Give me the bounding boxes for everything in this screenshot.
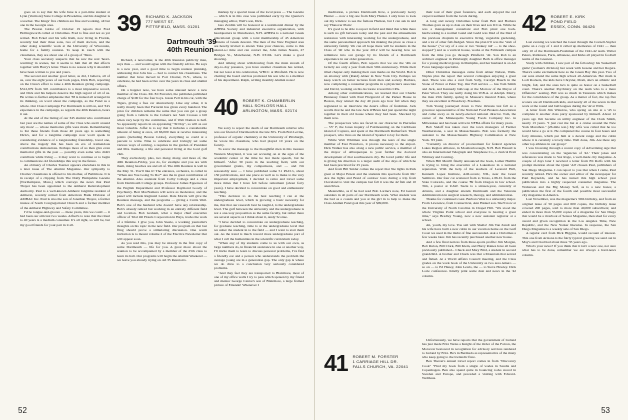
class-number: 39 — [117, 10, 141, 36]
paragraph: Last evening we watched the Great through the Cornell-Snyder game on a copy of 1 and it called up memories of 1941 — then only 10 of the Dartmouth-Freshmen of the 1941-42 team. Walter Peters, Robinson, Faris, Albanese, and Kirks all played in football teams of the Greatest. — [522, 40, 616, 61]
subhead-line-2: 40th Reunion — [167, 45, 214, 55]
paragraph: meditation, a picture Dartmouth Row, a previously Gerry Hunter — now a big one from Mary Hunter. I only have to look out my window to see the famous Hudson, but I can ask in and say 'Hanover Plain.' — [324, 10, 416, 27]
paragraph: markup by a special issue of the local press — The Gazette — which is in this case was published early by the Quarter's managing editor, Weil's son, Dick. — [214, 10, 304, 23]
correspondent-name: RICHARD K. JACKSON — [145, 14, 193, 19]
correspondent-city: FALLS CHURCH, VA. 22041 — [352, 364, 409, 369]
paragraph: Ah, youth, my love. You sail with Sheila! Jim Van Zandt and his wife have built a new cabin in our vacation home on the Gulf Coast we used in the midst of fine surrounded. Ask a Christmas a few weeks later. Jim has recently purchased another new house. — [422, 222, 516, 240]
paragraph: The Boston Globe of October 19 reports that Fred Hollingsworth called at Christmas. Fred is fine and not as yet retired. Bob Eckel and his wife Ruth, now living in Florida, recently had their three sons, two of them doctors, and the other doing scientific work at the University of Wisconsin, home for a family reunion. To keep in touch with the classmates, they are about one of a group of '39ers. — [20, 27, 110, 57]
text-column-6 — [522, 40, 616, 257]
paragraph: "Currently on director of procurement for federal agencies Lakes Region Alliance, in Moultonborough, N.H. Bob Hassall is also an International Telegraph and Telephone Co., a clerical Pratt Whitney and Corning. — [422, 141, 516, 159]
class-number: 41 — [324, 350, 348, 376]
paragraph: Tom Young journeyed down to New Orleans last fall as a governor representative of the National Food Brokers Association and came away as its newly-elected national director. Tom, the owner of the Minneapolis Young Foods Company Inc. in Milwaukee and has been active in NFBA affairs for many years. — [422, 103, 516, 125]
paragraph: Ben Theron's annual travel report comes in from "Discovery Cook" "Find my book from a single of wades in Saudia and Copenhagen. Ben also spend quite in bouncing rocks stored in Sweden and Europe, and preceded a visiting with Edward-Welthaus. — [422, 359, 516, 381]
class-number: 40 — [214, 94, 238, 120]
paragraph: They exclusively, plus, two many, many, and more of, the 40th Reunion-Friday, you do, for example and you are with them, rising beaches are and all of. The 40th Reunion is well in the May 31. You'll like it! The entrance, orchestra, is called in "When Are You Going To Do?" Are the in great contribution of the Alumni. Also assistant from Colby College and a class from Dartmouth College groups. Professor James Epperson of the English Department and Professor Raymond Goody of Psychiatry. Bert MacNamara will serve as moderator, and the panel will include Reginald Laniel. Dale Morris will give the Reunion message, and the programs — giving a Curtis Weil. Bob's one of the husband who doesn't have any relationship. Bob's already retired but working in an entirely different field and location. Bob Graham, what a major chief executive officer of Trial Oil Hotels Corporation in Hays, tracks the work of a lifetime. I give you, John Steele, a working journalist's thoughts on his topic in the new field. Our program on that last fling should prove a stimulating discussion. One warm invitation is to mount volume 2 of the Elective Newsletter that will appear soon. — [117, 155, 207, 241]
paragraph: "When any of my students come to us with our own, as large numbers do, in financial assistance in one or another way, I'll invite them to learn to discuss personal problems, I've find a friendly ear and a person who understands the problem the average young are in a generation gap. The only gap is where we do draw to a conclusion very seriously considered problems. — [214, 240, 304, 271]
page-number-right: 53 — [601, 406, 610, 415]
paragraph: We sorry to report the death of our Dartmouth relative who was our friend of Dartmouth in the late 30's. From Bob Levine, professor of organic chemistry at the University of Pittsburgh, he wrote his classmate, who had played 10 years on the faculty. — [214, 126, 304, 147]
paragraph: A letter from Jim Winslow, who spring on site at a '43 to complete it another class party sponsored by himself. About 12 years ago Jim became an utility engineer of the Clark Smith, nearly 13 years. "I just cast me but at a cruise around the New York Marathon." (26-mile test.) My wife was called that he too would have a go at it. He completed the course in four hours and forty minutes, which put him at a decent range and the cabin where it is certainly a lovely time. Well done, Jim. Are there any other top athletes in our group? — [522, 108, 616, 146]
class-correspondent — [551, 12, 595, 29]
paragraph: At the end of the listing of our 345 alumni who contributed last year are the names of some of the 'class who aren't around any more' — whose memories gifts were made. Remembering to list these friends from those 40 years ago is something Dick's, and for a longtime campaign now won't speak in considering evidence of a longstanding friendship, loved one, above the tragedy this has been an era of tremendous contributions demonstrate. Perhaps more of us then give even memorial gifts in the past — possibly even some who didn't contribute while living — it may want to continue or to begin to communicate old friendships this way in the future. — [20, 116, 110, 163]
correspondent-name: ROBERT E. KIRK — [550, 14, 586, 19]
page-number-left: 52 — [18, 406, 27, 415]
correspondent-street: 1 CARRIAGE HILL DR. — [352, 359, 399, 364]
paragraph: Gus Zerdiin will be honored at a testimonial dinner by the AHEPA Society and industrial executive organization, with headquarters in Manchester, N.H. AHEPA is a national Greek educational group with a total membership of 45 American citizens of Greek descent. The men of the New England area are hereby invited to attend. Take your chances, come to this attend-a-t time and can contact me, John James Nassis, 27 Bridges St., Manchester, N.H. 03104. Let's make a good showing. — [214, 22, 304, 61]
text-column-3 — [214, 126, 304, 288]
paragraph: I was browsing through a recent copy of Advertising Age that was concentrating on the 'Agencies of '42.' Their jokes and references was made to Sax Roge, a well-made city magazine. A couple of days later I received a letter from Eli Rolfs with his prompt mention about the Quiet 'All' chosen Paul, publishers of San Diego Magazine. I can report to you that when I came, Paul recently retired. He's the owner and editor of the newspaper for Paul Reynolds, and he has turned this high school year publication into a highly respected consumer magazine. The Walterson and the Big Money Self, as is a new honor, a publication the first of the fourth and possible most successful city magazine in America. — [522, 146, 616, 197]
paragraph: Other Christmas messages came from Abner Nelson, Walk. Naples plus the report that several colleagues enjoying a great deal. There was also a card from Sally, Carolyn Bauch in the Stone of Ferrer at Peter Tag. Our Fall service — has Tom Smith and Jack, and Kennedy ballcoup at the Morrow of the Mayor of Peter Wood. They are really doing his W.B.A. at Adelph. Marry, the man 25th family, spring in Mauson's musical Eden, where they are excellent at Broadway. Freeman. — [422, 69, 516, 104]
paragraph: Your class secretary suspects that he saw the real 'heart-warming' in scenes, but it seems to him that all that affects together with Harry's letter. There is no reason why it shouldn't have been written to you and yours. — [20, 56, 110, 74]
paragraph: "I have decided to concentrate on undergraduate teaching, for graduate teaching, time is at the undergraduate level that we usher the student in to the field — and I want to start them out. As the trend is much toward more undergraduate part of what I call the humanities in the scientific curriculum today. — [214, 219, 304, 241]
text-column-5-bottom — [422, 338, 516, 381]
paragraph: On a happier note, we have some unusual news: a new member of the Class. Mr. Ed Farrarizi, the publisher-published charge of $100 for the four boys. Jessie Fell in his car, with the Tigers, giving a free car alternatively. Like any other, it is really mostly been that Farrarizi has given every hundred. The price for children remains the same that you can get a group going from a vehicle to the Cohen's not Sam Crosses a bill when very kept by the committee, and if Walt Damon is half. So apparently reports in an appraising "39 Day", so will as our most valuable. Joffer is to say that it includes a considerable amount of being at once, all 66,000 men at receive interesting points (including Boston Globe), everything so could at a percent to write. Nine to celebrate and lovingly set some various ways of retiring, a requires in the garden of President and Mrs. Kemeny, a life and personal living at the local golf club. — [117, 87, 207, 156]
paragraph: The prospectors who are faced in our character in Pierrefeu — 55" F, the Jones inquiry of Fairmounting on the Caribbean island of Coplera, and spent at the Dartmouth Rutherford. Their prospect, who lives on the island of Spaniel to lay for them. — [324, 120, 416, 138]
correspondent-city: ARLINGTON, MASS. 02174 — [242, 108, 298, 113]
correspondent-name: ROBERT K. CHAMBERLIN — [242, 98, 296, 103]
paragraph: Study with children, I saw part of the following: his 'basketball game' (women's division) last week with Greene and her Rogers. There's some excitement here as the Green Bay this year. Two of our sons attend the same high school all-American. Her mom is Lodi Rockets, the kids have Chrysler, Mom, she's an athletic and bright, fall, and the ones he's is quite as honor on a basketball court. There's another Psychiatry on the team who is a mere Offensive" seating. Bill was so much in Tanzania which makes for the coincidence of the group. As a matter of fact, the top five scorers are all Dartmouth kids, and nearly all of the seven in that work at the round and bull leagues during the '42 at Wills. — [522, 61, 616, 108]
text-column-2 — [117, 58, 207, 262]
correspondent-street: POND FIELD — [550, 19, 577, 24]
text-column-5 — [422, 10, 516, 278]
class-41-header — [324, 352, 408, 374]
paragraph: Last November, was the magazine's 30th birthday, and from an original issue of 50 pages and 600 copies, the birthday issue covered 200 pages, sold to more than 40,000 subscribers; and ended in more than 55,000 copies of a magazine for San Diego that would be a riverboat of Sensor Magazine, then shed for every award and given recognition in the Los Angeles Time, New Republic, and the New Yorker likewise. In response, the San Diego Magazine is a weekly sale of San Diego. — [522, 197, 616, 231]
paragraph: The second and another good letter, as did, I believe, all of us, over the eight years of our back pages, Dick Holt, reporting on the Class's effort to raise a 40th Reunion giving campaign. $312,979 from 345 contributors is a most impressive record, and Dick and his helpers deserve the high regard of all of us. He writes to further emphasize that '38 is indeed all arranged in its thinking, on word about the campaign, as the Fund as a whole. Our Class Campaign For Dartmouth is still on, and '34's experience in the campaign, so regards the 40th Reunion, bears it out. — [20, 73, 110, 116]
text-column-4 — [324, 10, 416, 206]
paragraph: goes on to say that his wife June is a part-time student at Lynn (Vermont) State College in Brookline, and his daughter is a teacher. The Kings' five children are fine and working, all but one in the Georgia area. — [20, 10, 110, 27]
correspondent-street: HALL SCHLOSS HALL — [242, 103, 288, 108]
paragraph: It's good to be able to report in field and mind that while there is such no gift between today and the past and the amusements resistance with interesting working for the undergraduate, and the same personalized approach his making the place as close a university family. We can all hope there will be students in the Class of '40 who in the year 2012 will be hearing how we reminisce into our garage by its friends of a Dartmouth experience in our older generation. — [324, 27, 417, 61]
paragraph: Richard, a newcomer, is the 40th Reunion publicity man, says thus — and would agree with the friendly advice. He says is a new year, and a good time to begin reunion planning, addressing that Jobs has — had to contact his classmates. The number that have moved in Fort Charter, N.Y., where, to celebrate, he had been active over the years in class and alumni affairs. — [117, 58, 207, 88]
paragraph: Meanwhile, as if he had read Bob Lorine's note, Ed Garrett outsiders in all parts of our Dartmouth work. What student was the bad as a cousin and you at the girl in to help to make the Class Alumni Fund goal this year of $99,000. — [324, 188, 416, 206]
class-correspondent — [243, 96, 298, 113]
paragraph: When Hill Merrill finally announced the book, Lamar Hamlin is trying to bring the executive of a Lakeshore in a national reputation. With the help of the teachers of Leonard Hall, Kenneth Lopez Institute, AOLaconic, NIL, near the Great Semitrax. Our four car scattered from to Texas, a Ph.D. from the State Colorado, and the course '89 from Oregon in law school. Tim, a pastor at UAW. Suzie is a sixteen-year, currently at Atlanta, and a daughter attends Dartmouth and the Veterans Administration in surgical research, therapy, and administration. — [422, 158, 516, 197]
text-column-3-top — [214, 10, 304, 82]
paragraph: Of the fourth affairs, Bob reports that we are the '40s on Grizzly are only a year from their 50th anniversary. While their tilted chapter only making their own marks on the World. Bob is an attorney with (Rand) Abner in New York City. Perhaps we keep watch on better lectures from men and society. Barbara, now completing a consumer programs in a physician's associate and David, working on his doctorate toward his CPA. — [324, 61, 416, 91]
paragraph: A long and newsy Christmas letter from Bob and Barbara Thomas gave us up to date on their lives and son ICCA. While he was a management consultant and Bob pinal one back. hardworking is a normal Gund and Gadd was Iliad of the Iliad of the previous chaplain in executive living, vegetable gardening, and a lot of other full-fledged. Since the plan it'll was the "stub of the house" ("or say of a one or two 'Snakey tail' — is the shoe-stopped") and as a vertical house, works at the Falmouth campus from the time you go through Pittsfield. '42. Son Rob is an architect engineer in Pittsburgh; daughter Beth is office manager for a young medical group in Memphis, and her husband is an Air Force language specialist. — [422, 18, 516, 70]
correspondent-name: ROBERT M. FORSTER — [352, 354, 399, 359]
subhead-line-1: Dartmouth '39 — [167, 37, 217, 46]
paragraph: their tour of their great forensics, and each enjoyed the red carpet treatment from the locals during. — [422, 10, 516, 19]
correspondent-street: 777 WEST ST. — [145, 19, 175, 24]
paragraph: While Walt Whitman was through the tears of the single member of East Francisco, it proves necessary to the airport. Dick Walker has also along a new public service, a member of the mayor of Albuquerque is your further the doctoral development of that southwestern city. He loved public life and is giving his direction to a larger audit of the days of which he had been practiced for 25 years. — [324, 137, 416, 167]
text-column-1 — [20, 10, 110, 227]
paragraph: Thanks for continued coast. Barbara West is a university major. From Lawrence, from Connecticut, Ann Haskel son. She'll now at the University of North Carolina in Chapel Hill. "We stood the whole Virginia Point school and everyone is bearing a great time," says Bradley Young, now a new assistant registrar at a school. — [422, 197, 516, 223]
paragraph: And a few final notices from three-sports profile: Jim Morgan, Bob Rulon, Bill Clark, Bill Klein, and Harry Raines have all been previously published... Chuck and Mary Bird, a student in second grandchild. A brother and Chuck was that a Mountain that served and fished. At a World Affairs Council meeting, and the Class grades on the work book of the University as two area Amero — so on — to Ed Haney, John Lewis, the — to Steve Hawley. Dick Lorie conference. Kindly print some dust and news in the '42 column. — [422, 239, 516, 278]
paragraph: To savor the message to the thoughtful men in this treasure Western Maryland, it was set accusing on at the ages of the academic center at the time he last made speech, but he himself. "After 30 years in the teaching field, with our government grants, my comparisons, and — and I'm reasonably sure — I have published some 51 Ph.D.'s, about 150 publications, and one piece as well as to make to the very important employment, I decided to retire and travel some more times that I have felt before retirement (about forty years). I have decided to concentrate on good and enthusiastic teaching. — [214, 147, 304, 194]
correspondent-city: PITTSFIELD, MASS. 01201 — [145, 24, 200, 29]
paragraph: As you read this, you may be already in the first copy of some Dartmouth — life for you. A great more about the reunion to be accompanied by a member of the 25th class to learn its hall. Our programs will begin the Alumni Weekend — we leave you already trying on old 35 Reunion's. — [117, 240, 207, 262]
paragraph: A regular card from Dick Higgins, would recount of interest. This one from Arizona is the fairly typical greeting we send out in May's and I had had about three '35 years ago. — [522, 231, 616, 244]
class-39-header — [117, 12, 200, 34]
class-42-header — [522, 12, 595, 34]
paragraph: Unfortunately, we have reports that the government of Iceland has just made Fritz Weiss a Knight of the Order of the Falcon, the Motorcar bestowed in recognition for advisory services rendered to Iceland by Fritz. He's in Bermuda as representative of the many who keep going to the Icelandic flare. — [422, 338, 517, 359]
paragraph: What's your news? If you think that it isn't a new one, not sure what has to be done, remember we are always a hard-news column. — [522, 244, 616, 257]
paragraph: Bob Sieloff has taken over the town managers of Farmer Weatherstone, a seat in Massachusetts. Bob was formerly the assistant to the Massachusetts Highway Commission at New York. '63 joint. — [422, 124, 516, 142]
paragraph: And talking about withdrawing from the main stream of day-to-day presence, you have another classmate has retired, but not least at his celebration, WBCC at Pittsfield. He is now chairing the board and has promoted his son who is a member of his department. Ralph, writing monthly Alumni notes! — [214, 61, 304, 82]
correspondent-city: ESSEX, CONN. 06426 — [550, 24, 595, 29]
reunion-subhead — [167, 38, 216, 55]
paragraph: I'd be tongue-and-groove — these years, this we could — it had been our aim last two weeks. Alfred's to note that the ritual to 40 years is a medium consumer. It's all right, so will be, but my good friends for your part in it all. — [20, 209, 110, 227]
paragraph: "This decision to do the best teaching I can at the undergraduate level, which is growing a basic necessity for me, that that our research best be taught-I, is the undergraduate level. The gulf between the university and the undergraduate is not a one-way proposition as the same faculty, but rather there are several aspects as I think about it, Andy Scottee. — [214, 194, 304, 220]
paragraph: And from Bill Snider comes the report that 'the lights in Park great at Major Ernest and the students this spectacle from Mr.' Are the lights and Bond of outdoor lows during a trip from Cleveland to visit the campus last fall it was the 42 fish and 10 anarchives. — [324, 167, 416, 189]
class-correspondent — [353, 352, 409, 369]
paragraph: "And they feel they are transported to Blairmore, most of one of my office walls I try to pass which spoken by my friend and mentor George Cantor's son of Blairmore, a large framed picture of Einstein! Whenever I — [214, 270, 304, 288]
paragraph: An obituary of Charles Toerner appears elsewhere in this in a later issue of The Alumni Magazine. Our sympathy to Charles' classmates is offered to his mother, of Baltimore. It is in receipt of a clipping from The Daily Hampshire Gazette (Northampton, Mass.) which conveys the news that Paul Thayer has been appointed to the Amherst Redevelopment Authority. Paul is a well-known Amherst longtime resident of Amherst, recently retired from American Bank Division of AMBAC Inc. Paul is also the son of Jonathan Thayer, a former trustee of South Congregational Church and a former member of the Amherst Highway and Safety Committee. — [20, 163, 110, 210]
right-page — [314, 0, 628, 420]
class-40-header — [214, 96, 297, 118]
paragraph: Among other communications, we learned that our Charlie Hennessy friend with Paul Fitzgerald of the Parker House in Boston, they related the day 40 years ago how fall when they registered to an interview the dean's office of freshman. Jack recalls that he and the late Jack O'Brien had just spend the night together in their old house where they had been. Shocked by them now. — [324, 90, 416, 121]
class-correspondent — [146, 12, 200, 29]
class-number: 42 — [522, 10, 546, 36]
